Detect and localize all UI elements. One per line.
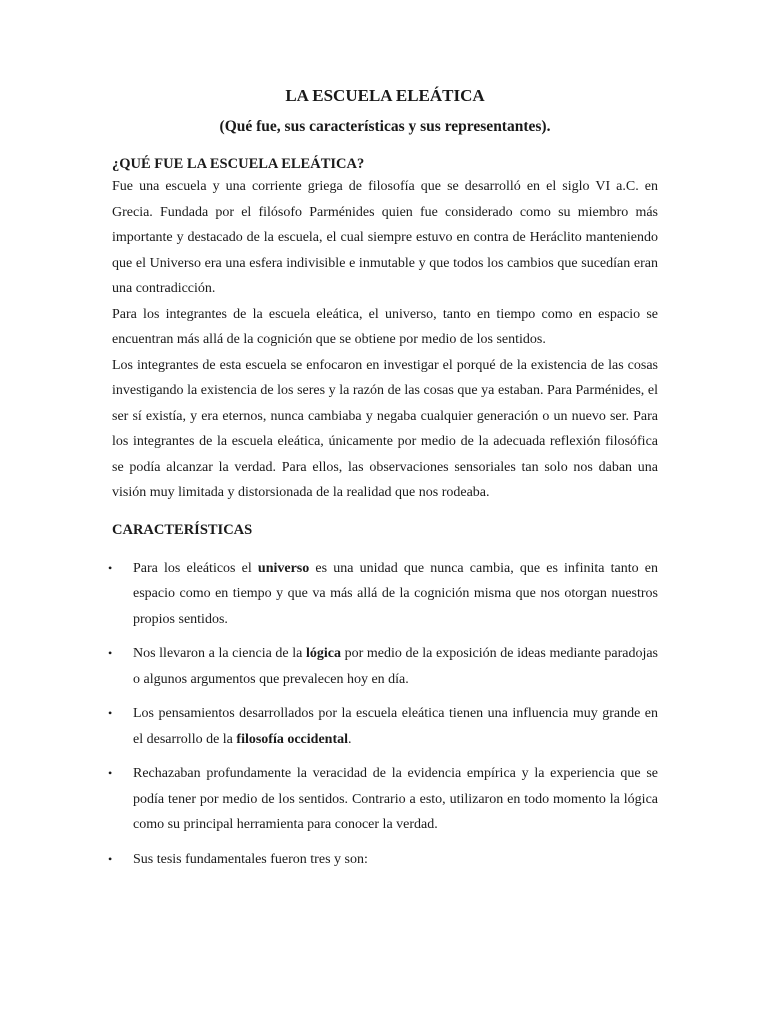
bullet-text-before: Para los eleáticos el [133, 560, 258, 576]
list-item [108, 847, 658, 873]
bullet-icon: • [108, 851, 113, 866]
bullet-text-bold: universo [257, 560, 310, 576]
bullet-icon: • [108, 560, 113, 575]
bullet-text-before: Rechazaban profundamente la veracidad de la evidencia empírica y la experiencia que se podía tener por medio de los sentidos. Contrario a esto, utilizaron en todo momento la lógica como su principal herramienta para conocer la verdad. [133, 766, 658, 832]
bullet-text-bold: filosofía occidental [236, 731, 349, 747]
bullet-text-before: Sus tesis fundamentales fueron tres y son: [133, 851, 368, 867]
list-item [108, 701, 658, 752]
bullet-icon: • [108, 766, 113, 780]
characteristics-list [108, 556, 659, 873]
document-subtitle: (Qué fue, sus características y sus representantes). [219, 118, 551, 135]
list-item [108, 641, 659, 692]
list-item [108, 556, 658, 633]
document-page [108, 84, 659, 881]
list-item [108, 761, 658, 838]
bullet-text-before: Nos llevaron a la ciencia de la [133, 646, 306, 661]
paragraph-universe: Para los integrantes de la escuela eleática, el universo, tanto en tiempo como en espacio se encuentran más allá de la cognición que se obtiene por medio de los sentidos. [112, 306, 658, 347]
bullet-icon: • [108, 646, 113, 660]
bullet-text-after: por medio de la exposición de ideas mediante paradojas o algunos argumentos que prevalecen hoy en día. [133, 646, 659, 687]
bullet-text-bold: lógica [305, 646, 341, 661]
bullet-text-before: Los pensamientos desarrollados por la escuela eleática tienen una influencia muy grande en el desarrollo de la [133, 706, 658, 747]
paragraph-intro: Fue una escuela y una corriente griega de filosofía que se desarrolló en el siglo VI a.C. en Grecia. Fundada por el filósofo Parménides quien fue considerado como su miembro más importante y destacado de la escuela, el cual siempre estuvo en contra de Heráclito manteniendo que el Universo era una esfera indivisible e inmutable y que todos los cambios que sucedían eran una contradicción. [112, 179, 658, 296]
paragraph-members: Los integrantes de esta escuela se enfocaron en investigar el porqué de la existencia de las cosas investigando la existencia de los seres y la razón de las cosas que ya estaban. Para Parménides, el ser sí existía, y era eternos, nunca cambiaba y negaba cualquier generación o un nuevo ser. Para los integrantes de la escuela eleática, únicamente por medio de la adecuada reflexión filosófica se podía alcanzar la verdad. Para ellos, las observaciones sensoriales tan solo nos daban una visión muy limitada y distorsionada de la realidad que nos rodeaba. [112, 357, 658, 500]
section-heading-caracteristicas: CARACTERÍSTICAS [112, 521, 253, 538]
bullet-text-after: es una unidad que nunca cambia, que es infinita tanto en espacio como en tiempo y que va más allá de la cognición misma que nos otorgan nuestros propios sentidos. [133, 560, 658, 627]
section-heading-que-fue: ¿QUÉ FUE LA ESCUELA ELEÁTICA? [112, 156, 365, 172]
document-title: LA ESCUELA ELEÁTICA [285, 86, 485, 105]
bullet-icon: • [108, 706, 113, 720]
bullet-text-after: . [348, 731, 352, 747]
